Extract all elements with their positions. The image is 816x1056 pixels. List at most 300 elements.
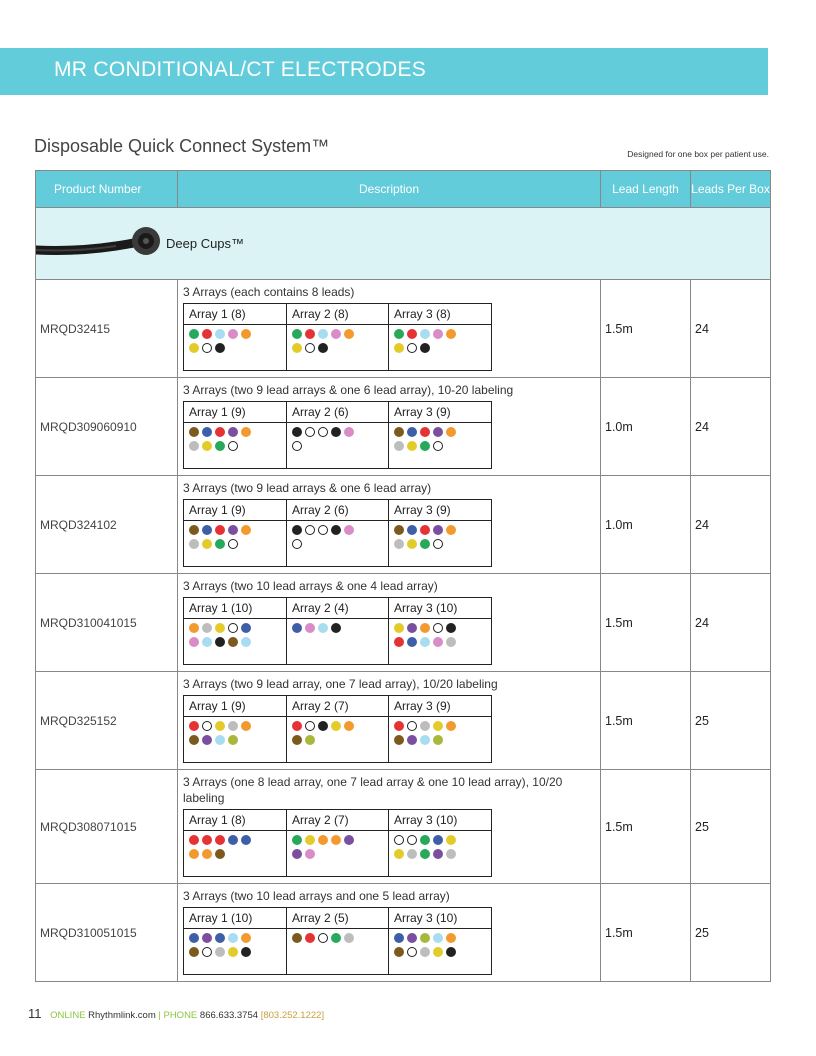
array-label: Array 2 (6)	[287, 402, 389, 423]
lead-dot-orange	[446, 933, 456, 943]
array-table	[183, 499, 492, 567]
lead-dot-orange	[189, 849, 199, 859]
lead-color-dots	[189, 835, 257, 859]
array-table	[183, 401, 492, 469]
lead-dot-olive	[305, 735, 315, 745]
lead-dot-brown	[394, 427, 404, 437]
table-row	[36, 770, 771, 884]
array-label: Array 1 (9)	[184, 500, 287, 521]
lead-dot-yellow	[394, 849, 404, 859]
leads-per-box: 24	[691, 378, 771, 476]
lead-dot-pink	[344, 427, 354, 437]
lead-dot-black	[331, 525, 341, 535]
lead-dot-pink	[433, 329, 443, 339]
category-label: Deep Cups™	[166, 236, 245, 251]
lead-dot-white	[305, 525, 315, 535]
array-label: Array 1 (8)	[184, 304, 287, 325]
lead-color-dots	[292, 835, 360, 859]
lead-dot-green	[292, 835, 302, 845]
lead-dot-green	[420, 835, 430, 845]
lead-dot-green	[292, 329, 302, 339]
header-product-number: Product Number	[36, 171, 178, 208]
product-description-cell	[178, 672, 601, 770]
footer	[28, 1006, 324, 1021]
product-description: 3 Arrays (two 10 lead arrays & one 4 lead array)	[183, 579, 438, 593]
lead-dot-white	[202, 947, 212, 957]
leads-per-box: 24	[691, 476, 771, 574]
product-description: 3 Arrays (two 9 lead arrays & one 6 lead array)	[183, 481, 432, 495]
lead-dot-purple	[433, 525, 443, 535]
lead-dot-olive	[420, 933, 430, 943]
lead-dot-red	[215, 525, 225, 535]
lead-length: 1.5m	[601, 884, 691, 982]
product-description: 3 Arrays (each contains 8 leads)	[183, 285, 355, 299]
lead-dot-pink	[305, 623, 315, 633]
lead-dot-purple	[202, 933, 212, 943]
lead-dot-black	[215, 343, 225, 353]
table-row	[36, 672, 771, 770]
lead-dot-purple	[292, 849, 302, 859]
lead-dot-brown	[228, 637, 238, 647]
array-colors	[184, 717, 287, 763]
lead-dot-orange	[241, 525, 251, 535]
lead-dot-lightblue	[241, 637, 251, 647]
lead-dot-gray	[446, 637, 456, 647]
lead-dot-lightblue	[318, 329, 328, 339]
lead-dot-yellow	[394, 343, 404, 353]
lead-dot-white	[433, 623, 443, 633]
lead-dot-gray	[189, 441, 199, 451]
lead-color-dots	[292, 623, 360, 633]
lead-color-dots	[394, 623, 462, 647]
lead-dot-black	[446, 947, 456, 957]
lead-dot-brown	[394, 947, 404, 957]
lead-dot-brown	[394, 735, 404, 745]
product-description-cell	[178, 476, 601, 574]
lead-dot-black	[446, 623, 456, 633]
lead-color-dots	[394, 525, 462, 549]
lead-dot-black	[292, 525, 302, 535]
online-label: ONLINE	[50, 1010, 86, 1021]
lead-dot-blue	[202, 427, 212, 437]
page-number: 11	[28, 1006, 42, 1021]
lead-dot-pink	[228, 329, 238, 339]
lead-dot-blue	[394, 933, 404, 943]
lead-dot-orange	[241, 427, 251, 437]
lead-dot-yellow	[215, 721, 225, 731]
lead-dot-white	[305, 343, 315, 353]
lead-dot-black	[318, 343, 328, 353]
array-label: Array 3 (10)	[389, 810, 492, 831]
lead-dot-white	[394, 835, 404, 845]
lead-dot-red	[420, 427, 430, 437]
lead-dot-purple	[202, 735, 212, 745]
lead-dot-brown	[292, 735, 302, 745]
array-colors	[389, 717, 492, 763]
lead-dot-blue	[228, 835, 238, 845]
array-label: Array 3 (8)	[389, 304, 492, 325]
lead-dot-brown	[394, 525, 404, 535]
lead-dot-olive	[228, 735, 238, 745]
product-description-cell	[178, 378, 601, 476]
leads-per-box: 25	[691, 884, 771, 982]
lead-dot-red	[305, 329, 315, 339]
lead-dot-yellow	[189, 343, 199, 353]
lead-dot-yellow	[331, 721, 341, 731]
lead-color-dots	[394, 933, 462, 957]
lead-dot-purple	[407, 623, 417, 633]
lead-dot-red	[420, 525, 430, 535]
array-label: Array 1 (10)	[184, 598, 287, 619]
lead-dot-gray	[407, 849, 417, 859]
lead-dot-brown	[189, 525, 199, 535]
lead-dot-gray	[394, 441, 404, 451]
lead-dot-green	[215, 539, 225, 549]
array-colors	[389, 619, 492, 665]
category-row	[36, 208, 771, 280]
lead-dot-orange	[241, 329, 251, 339]
lead-dot-green	[215, 441, 225, 451]
table-row	[36, 574, 771, 672]
lead-dot-orange	[241, 721, 251, 731]
lead-dot-brown	[292, 933, 302, 943]
array-colors	[287, 423, 389, 469]
product-description: 3 Arrays (two 9 lead arrays & one 6 lead array), 10-20 labeling	[183, 383, 514, 397]
array-table	[183, 303, 492, 371]
lead-dot-green	[420, 539, 430, 549]
lead-dot-red	[202, 835, 212, 845]
lead-color-dots	[394, 721, 462, 745]
array-label: Array 2 (5)	[287, 908, 389, 929]
lead-dot-lightblue	[420, 329, 430, 339]
deep-cup-electrode-image	[36, 218, 166, 268]
lead-dot-red	[215, 427, 225, 437]
lead-dot-orange	[344, 721, 354, 731]
lead-color-dots	[292, 525, 360, 549]
array-label: Array 2 (4)	[287, 598, 389, 619]
lead-dot-orange	[446, 525, 456, 535]
array-colors	[389, 831, 492, 877]
lead-dot-white	[202, 721, 212, 731]
lead-dot-white	[407, 343, 417, 353]
lead-dot-yellow	[292, 343, 302, 353]
product-number: MRQD325152	[36, 672, 178, 770]
lead-length: 1.0m	[601, 378, 691, 476]
lead-dot-blue	[292, 623, 302, 633]
lead-dot-purple	[433, 849, 443, 859]
table-row	[36, 280, 771, 378]
lead-dot-red	[202, 329, 212, 339]
lead-dot-blue	[189, 933, 199, 943]
lead-dot-yellow	[202, 441, 212, 451]
lead-dot-blue	[433, 835, 443, 845]
lead-dot-pink	[331, 329, 341, 339]
lead-dot-gray	[420, 721, 430, 731]
lead-length: 1.5m	[601, 574, 691, 672]
array-colors	[287, 717, 389, 763]
product-number: MRQD308071015	[36, 770, 178, 884]
array-colors	[389, 521, 492, 567]
lead-dot-white	[228, 623, 238, 633]
lead-dot-yellow	[446, 835, 456, 845]
lead-dot-white	[318, 427, 328, 437]
lead-dot-red	[189, 835, 199, 845]
lead-dot-pink	[433, 637, 443, 647]
lead-dot-gray	[228, 721, 238, 731]
lead-dot-white	[305, 721, 315, 731]
leads-per-box: 25	[691, 770, 771, 884]
array-colors	[184, 423, 287, 469]
lead-dot-orange	[344, 329, 354, 339]
lead-dot-yellow	[228, 947, 238, 957]
product-table	[35, 170, 771, 982]
lead-dot-purple	[228, 525, 238, 535]
lead-dot-orange	[318, 835, 328, 845]
lead-dot-orange	[446, 329, 456, 339]
array-label: Array 2 (8)	[287, 304, 389, 325]
lead-dot-white	[305, 427, 315, 437]
lead-dot-purple	[407, 933, 417, 943]
product-description: 3 Arrays (two 9 lead array, one 7 lead array), 10/20 labeling	[183, 677, 498, 691]
lead-dot-white	[228, 539, 238, 549]
lead-length: 1.0m	[601, 476, 691, 574]
leads-per-box: 24	[691, 280, 771, 378]
footer-separator: |	[158, 1010, 161, 1021]
lead-dot-yellow	[305, 835, 315, 845]
lead-dot-lightblue	[420, 637, 430, 647]
lead-dot-lightblue	[215, 329, 225, 339]
lead-dot-black	[318, 721, 328, 731]
product-description-cell	[178, 574, 601, 672]
product-description: 3 Arrays (one 8 lead array, one 7 lead array & one 10 lead array), 10/20 labeling	[183, 775, 563, 805]
lead-dot-purple	[407, 735, 417, 745]
lead-dot-gray	[189, 539, 199, 549]
usage-note: Designed for one box per patient use.	[627, 149, 769, 159]
lead-color-dots	[394, 427, 462, 451]
lead-dot-yellow	[407, 441, 417, 451]
array-label: Array 1 (9)	[184, 696, 287, 717]
lead-dot-white	[202, 343, 212, 353]
lead-dot-blue	[241, 623, 251, 633]
array-label: Array 2 (7)	[287, 810, 389, 831]
lead-dot-blue	[215, 933, 225, 943]
alt-phone-number: [803.252.1222]	[260, 1010, 325, 1021]
lead-dot-black	[331, 623, 341, 633]
lead-dot-gray	[394, 539, 404, 549]
table-row	[36, 476, 771, 574]
lead-dot-black	[420, 343, 430, 353]
lead-dot-yellow	[433, 947, 443, 957]
phone-number: 866.633.3754	[199, 1010, 259, 1021]
array-colors	[184, 521, 287, 567]
lead-dot-black	[292, 427, 302, 437]
lead-dot-orange	[202, 849, 212, 859]
array-colors	[389, 325, 492, 371]
array-table	[183, 597, 492, 665]
lead-dot-olive	[433, 735, 443, 745]
array-table	[183, 809, 492, 877]
lead-dot-gray	[420, 947, 430, 957]
lead-dot-blue	[202, 525, 212, 535]
array-colors	[184, 325, 287, 371]
lead-dot-yellow	[394, 623, 404, 633]
lead-dot-white	[228, 441, 238, 451]
lead-dot-green	[394, 329, 404, 339]
lead-dot-red	[215, 835, 225, 845]
table-header-row	[36, 171, 771, 208]
product-number: MRQD324102	[36, 476, 178, 574]
lead-color-dots	[292, 933, 360, 943]
array-colors	[287, 929, 389, 975]
lead-length: 1.5m	[601, 280, 691, 378]
lead-dot-pink	[189, 637, 199, 647]
table-row	[36, 884, 771, 982]
lead-dot-red	[305, 933, 315, 943]
lead-dot-white	[433, 441, 443, 451]
lead-dot-pink	[344, 525, 354, 535]
lead-color-dots	[394, 329, 462, 353]
lead-dot-orange	[420, 623, 430, 633]
lead-dot-orange	[189, 623, 199, 633]
lead-dot-green	[189, 329, 199, 339]
lead-dot-gray	[202, 623, 212, 633]
lead-dot-lightblue	[228, 933, 238, 943]
lead-dot-gray	[215, 947, 225, 957]
lead-color-dots	[394, 835, 462, 859]
array-label: Array 2 (6)	[287, 500, 389, 521]
lead-dot-lightblue	[215, 735, 225, 745]
lead-dot-purple	[344, 835, 354, 845]
lead-dot-orange	[446, 427, 456, 437]
lead-dot-green	[420, 849, 430, 859]
product-number: MRQD310041015	[36, 574, 178, 672]
lead-length: 1.5m	[601, 672, 691, 770]
lead-dot-white	[433, 539, 443, 549]
phone-label: PHONE	[163, 1010, 198, 1021]
lead-dot-brown	[189, 947, 199, 957]
lead-dot-green	[420, 441, 430, 451]
page-title: MR CONDITIONAL/CT ELECTRODES	[54, 58, 427, 81]
table-row	[36, 378, 771, 476]
lead-dot-red	[292, 721, 302, 731]
lead-dot-white	[407, 721, 417, 731]
array-label: Array 3 (10)	[389, 598, 492, 619]
lead-dot-purple	[228, 427, 238, 437]
website-link[interactable]: Rhythmlink.com	[88, 1010, 156, 1021]
lead-color-dots	[292, 427, 360, 451]
header-lead-length: Lead Length	[601, 171, 691, 208]
lead-dot-orange	[241, 933, 251, 943]
array-label: Array 1 (9)	[184, 402, 287, 423]
leads-per-box: 25	[691, 672, 771, 770]
product-number: MRQD310051015	[36, 884, 178, 982]
product-description-cell	[178, 280, 601, 378]
lead-dot-white	[318, 525, 328, 535]
lead-dot-yellow	[215, 623, 225, 633]
lead-color-dots	[189, 329, 257, 353]
array-colors	[287, 619, 389, 665]
lead-dot-yellow	[202, 539, 212, 549]
array-label: Array 3 (10)	[389, 908, 492, 929]
array-colors	[184, 831, 287, 877]
lead-dot-brown	[215, 849, 225, 859]
product-number: MRQD32415	[36, 280, 178, 378]
product-number: MRQD309060910	[36, 378, 178, 476]
lead-dot-blue	[407, 525, 417, 535]
header-leads-per-box: Leads Per Box	[691, 171, 771, 208]
array-label: Array 3 (9)	[389, 402, 492, 423]
product-description-cell	[178, 770, 601, 884]
lead-dot-brown	[189, 427, 199, 437]
lead-dot-gray	[344, 933, 354, 943]
lead-dot-green	[331, 933, 341, 943]
lead-dot-lightblue	[202, 637, 212, 647]
array-colors	[184, 619, 287, 665]
section-title: Disposable Quick Connect System™	[34, 136, 330, 156]
array-label: Array 1 (10)	[184, 908, 287, 929]
lead-dot-orange	[446, 721, 456, 731]
array-label: Array 3 (9)	[389, 696, 492, 717]
array-colors	[287, 325, 389, 371]
array-colors	[389, 423, 492, 469]
lead-dot-orange	[331, 835, 341, 845]
lead-dot-white	[407, 835, 417, 845]
lead-dot-white	[292, 539, 302, 549]
array-table	[183, 907, 492, 975]
lead-dot-red	[394, 721, 404, 731]
product-description: 3 Arrays (two 10 lead arrays and one 5 lead array)	[183, 889, 450, 903]
lead-dot-red	[407, 329, 417, 339]
lead-dot-red	[189, 721, 199, 731]
lead-dot-blue	[407, 637, 417, 647]
lead-color-dots	[292, 329, 360, 353]
lead-dot-yellow	[407, 539, 417, 549]
array-label: Array 3 (9)	[389, 500, 492, 521]
lead-dot-white	[407, 947, 417, 957]
lead-dot-lightblue	[433, 933, 443, 943]
lead-dot-lightblue	[420, 735, 430, 745]
array-colors	[389, 929, 492, 975]
lead-color-dots	[189, 623, 257, 647]
lead-color-dots	[189, 721, 257, 745]
array-colors	[287, 831, 389, 877]
header-banner	[0, 48, 768, 95]
lead-dot-purple	[433, 427, 443, 437]
lead-color-dots	[189, 933, 257, 957]
lead-color-dots	[189, 525, 257, 549]
lead-dot-black	[241, 947, 251, 957]
array-label: Array 2 (7)	[287, 696, 389, 717]
lead-color-dots	[292, 721, 360, 745]
lead-dot-white	[292, 441, 302, 451]
lead-dot-lightblue	[318, 623, 328, 633]
lead-dot-white	[318, 933, 328, 943]
array-colors	[287, 521, 389, 567]
lead-dot-black	[215, 637, 225, 647]
header-description: Description	[178, 171, 601, 208]
lead-length: 1.5m	[601, 770, 691, 884]
lead-dot-red	[394, 637, 404, 647]
lead-dot-brown	[189, 735, 199, 745]
lead-dot-gray	[446, 849, 456, 859]
lead-dot-yellow	[433, 721, 443, 731]
category-cell	[36, 208, 771, 280]
lead-dot-black	[331, 427, 341, 437]
lead-dot-pink	[305, 849, 315, 859]
leads-per-box: 24	[691, 574, 771, 672]
lead-dot-blue	[241, 835, 251, 845]
product-description-cell	[178, 884, 601, 982]
